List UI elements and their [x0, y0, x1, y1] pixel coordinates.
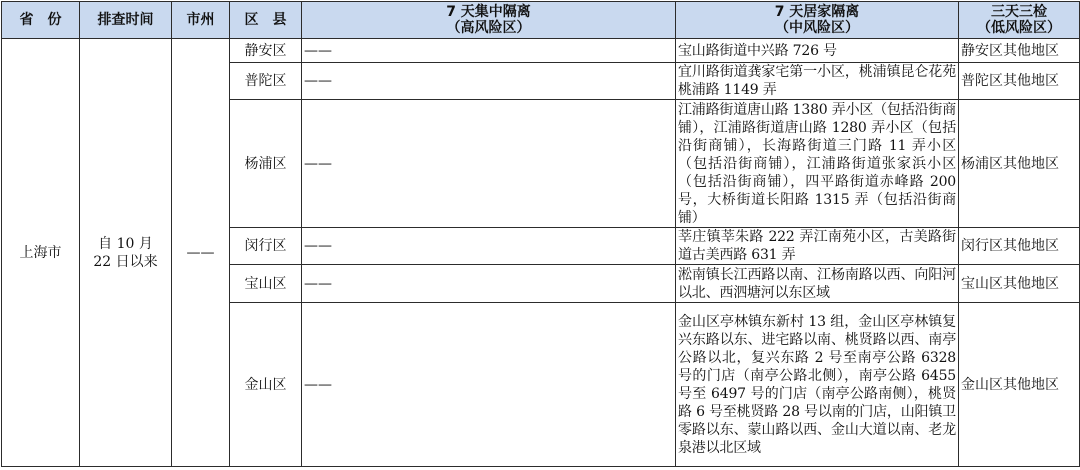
low-risk-cell: 闵行区其他地区: [959, 228, 1080, 265]
header-district: 区 县: [230, 2, 302, 39]
header-mid-risk-line2: （中风险区）: [775, 20, 859, 36]
header-mid-risk-line1: 7 天居家隔离: [774, 4, 860, 20]
risk-area-table: [1, 1, 1080, 467]
header-high-risk-line2: （高风险区）: [446, 20, 531, 36]
district-cell: 金山区: [230, 303, 302, 467]
high-risk-cell: ——: [302, 228, 676, 265]
header-low-risk-line1: 三天三检: [991, 4, 1047, 20]
mid-risk-cell: 宜川路街道龚家宅第一小区，桃浦镇昆仑花苑桃浦路 1149 弄: [676, 63, 959, 100]
low-risk-cell: 金山区其他地区: [959, 303, 1080, 467]
district-cell: 普陀区: [230, 63, 302, 100]
header-high-risk: [302, 2, 676, 39]
header-row: [2, 2, 1080, 39]
header-low-risk-line2: （低风险区）: [977, 20, 1061, 36]
low-risk-cell: 普陀区其他地区: [959, 63, 1080, 100]
district-cell: 静安区: [230, 39, 302, 63]
high-risk-cell: ——: [302, 39, 676, 63]
header-high-risk-line1: 7 天集中隔离: [446, 4, 531, 20]
high-risk-cell: ——: [302, 265, 676, 303]
low-risk-cell: 宝山区其他地区: [959, 265, 1080, 303]
city-cell: ——: [172, 39, 230, 467]
header-time: 排查时间: [80, 2, 172, 39]
mid-risk-cell: 莘庄镇莘朱路 222 弄江南苑小区，古美路街道古美西路 631 弄: [676, 228, 959, 265]
district-cell: 宝山区: [230, 265, 302, 303]
mid-risk-cell: 淞南镇长江西路以南、江杨南路以西、向阳河以北、西泗塘河以东区域: [676, 265, 959, 303]
time-cell: 自 10 月 22 日以来: [80, 39, 172, 467]
district-cell: 闵行区: [230, 228, 302, 265]
province-cell: 上海市: [2, 39, 80, 467]
header-low-risk: [959, 2, 1080, 39]
mid-risk-cell: 金山区亭林镇东新村 13 组，金山区亭林镇复兴东路以东、进宅路以南、桃贤路以西、南亭公路以北，复兴东路 2 号至南亭公路 6328 号的门店（南亭公路北侧），南亭公路 6455 号至 6497 号的门店（南亭公路南侧），桃贤路 6 号至桃贤路 28 号以南的门店，山阳镇卫零路以东、蒙山路以西、金山大道以南、老龙泉港以北区域: [676, 303, 959, 467]
header-mid-risk: [676, 2, 959, 39]
header-city: 市州: [172, 2, 230, 39]
low-risk-cell: 杨浦区其他地区: [959, 100, 1080, 228]
mid-risk-cell: 江浦路街道唐山路 1380 弄小区（包括沿街商铺），江浦路街道唐山路 1280 弄小区（包括沿街商铺），长海路街道三门路 11 弄小区（包括沿街商铺），江浦路街道张家浜小区（包括沿街商铺），四平路街道赤峰路 200 号，大桥街道长阳路 1315 弄（包括沿街商铺）: [676, 100, 959, 228]
high-risk-cell: ——: [302, 63, 676, 100]
district-cell: 杨浦区: [230, 100, 302, 228]
high-risk-cell: ——: [302, 303, 676, 467]
table-row: [2, 39, 1080, 63]
low-risk-cell: 静安区其他地区: [959, 39, 1080, 63]
mid-risk-cell: 宝山路街道中兴路 726 号: [676, 39, 959, 63]
high-risk-cell: ——: [302, 100, 676, 228]
header-province: 省 份: [2, 2, 80, 39]
